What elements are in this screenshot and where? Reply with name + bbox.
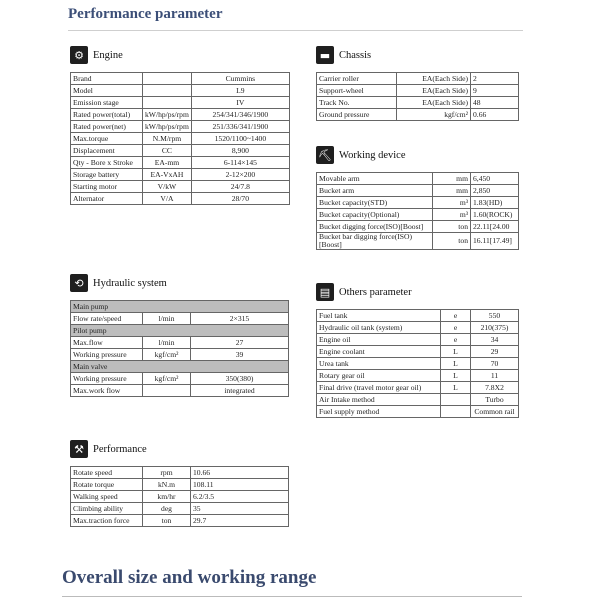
table-row [317,310,519,322]
cell-value: 254/341/346/1900 [191,109,289,121]
cell-value: 10.66 [191,467,289,479]
cell-unit [143,97,192,109]
cell-unit: kW/hp/ps/rpm [143,109,192,121]
table-row [317,85,519,97]
group-label: Main valve [71,361,289,373]
cell-name: Rotate speed [71,467,143,479]
cell-name: Flow rate/speed [71,313,143,325]
table-row [71,467,289,479]
hydraulic-icon: ⟲ [70,274,88,292]
cell-value: 2,850 [471,185,519,197]
cell-unit: EA(Each Side) [397,97,471,109]
cell-value: 6.2/3.5 [191,491,289,503]
cell-value: L9 [191,85,289,97]
cell-name: Max.torque [71,133,143,145]
cell-value: 2×315 [191,313,289,325]
cell-value: Cummins [191,73,289,85]
cell-value: 1.83(HD) [471,197,519,209]
cell-unit: ton [143,515,191,527]
cell-value: 16.11[17.49] [471,233,519,250]
chassis-section [316,44,519,121]
table-row [71,479,289,491]
cell-value: 6,450 [471,173,519,185]
group-row [71,361,289,373]
cell-unit: EA-VxAH [143,169,192,181]
cell-name: Displacement [71,145,143,157]
table-row [317,233,519,250]
working-title: Working device [339,149,406,161]
cell-unit: kW/hp/ps/rpm [143,121,192,133]
hydraulic-section [70,272,289,397]
table-row [317,370,519,382]
cell-unit: deg [143,503,191,515]
cell-unit: ton [433,221,471,233]
cell-name: Storage battery [71,169,143,181]
cell-unit: EA(Each Side) [397,85,471,97]
table-row [317,97,519,109]
performance-section [70,438,289,527]
cell-name: Engine coolant [317,346,441,358]
chassis-title: Chassis [339,49,372,61]
cell-unit [441,406,471,418]
cell-value: Common rail [471,406,519,418]
engine-icon: ⚙ [70,46,88,64]
cell-name: Support-wheel [317,85,397,97]
cell-name: Rotate torque [71,479,143,491]
table-row [71,133,290,145]
cell-name: Fuel tank [317,310,441,322]
table-row [317,382,519,394]
cell-name: Bucket capacity(Optional) [317,209,433,221]
cell-name: Emission stage [71,97,143,109]
table-row [317,173,519,185]
cell-unit: EA-mm [143,157,192,169]
table-row [71,313,289,325]
cell-value: 350(380) [191,373,289,385]
cell-unit [143,85,192,97]
working-section [316,144,519,250]
table-row [71,385,289,397]
cell-name: Model [71,85,143,97]
cell-value: 6-114×145 [191,157,289,169]
cell-unit: L [441,370,471,382]
cell-name: Walking speed [71,491,143,503]
cell-unit: kgf/cm² [397,109,471,121]
bottom-divider [62,596,522,597]
table-row [71,169,290,181]
group-row [71,325,289,337]
cell-value: 27 [191,337,289,349]
table-row [71,97,290,109]
cell-name: Urea tank [317,358,441,370]
engine-section [70,44,290,205]
cell-value: 48 [471,97,519,109]
cell-value: Turbo [471,394,519,406]
performance-title: Performance [93,443,147,455]
cell-value: 550 [471,310,519,322]
cell-name: Fuel supply method [317,406,441,418]
cell-unit: m³ [433,197,471,209]
working-icon: ⛏ [316,146,334,164]
cell-unit: V/kW [143,181,192,193]
performance-table [70,466,289,527]
table-row [71,491,289,503]
cell-unit: mm [433,185,471,197]
cell-name: Starting motor [71,181,143,193]
cell-value: 251/336/341/1900 [191,121,289,133]
cell-value: 24/7.8 [191,181,289,193]
cell-unit: N.M/rpm [143,133,192,145]
cell-name: Max.flow [71,337,143,349]
table-row [71,349,289,361]
cell-unit: L [441,358,471,370]
bottom-title: Overall size and working range [62,567,317,588]
table-row [71,373,289,385]
cell-value: 7.8X2 [471,382,519,394]
cell-value: 2 [471,73,519,85]
table-row [317,394,519,406]
cell-value: 9 [471,85,519,97]
cell-value: 70 [471,358,519,370]
engine-table [70,72,290,205]
cell-name: Bucket capacity(STD) [317,197,433,209]
cell-unit: m³ [433,209,471,221]
table-row [317,334,519,346]
table-row [71,109,290,121]
cell-unit: EA(Each Side) [397,73,471,85]
cell-unit [143,73,192,85]
cell-value: 34 [471,334,519,346]
cell-unit: km/hr [143,491,191,503]
cell-unit: mm [433,173,471,185]
cell-value: 0.66 [471,109,519,121]
cell-unit: e [441,310,471,322]
table-row [71,515,289,527]
cell-unit: CC [143,145,192,157]
cell-name: Working pressure [71,349,143,361]
hydraulic-title: Hydraulic system [93,277,167,289]
cell-unit: ton [433,233,471,250]
table-row [71,121,290,133]
cell-value: 1.60(ROCK) [471,209,519,221]
table-row [71,85,290,97]
table-row [317,322,519,334]
cell-value: 1520/1100~1400 [191,133,289,145]
page-title: Performance parameter [68,6,223,22]
group-row [71,301,289,313]
table-row [317,221,519,233]
cell-value: 29.7 [191,515,289,527]
cell-name: Qty - Bore x Stroke [71,157,143,169]
table-row [317,346,519,358]
table-row [71,193,290,205]
cell-name: Max.work flow [71,385,143,397]
cell-name: Hydraulic oil tank (system) [317,322,441,334]
cell-unit: L [441,382,471,394]
cell-value: integrated [191,385,289,397]
cell-value: 28/70 [191,193,289,205]
cell-value: 210(375) [471,322,519,334]
table-row [317,209,519,221]
performance-icon: ⚒ [70,440,88,458]
table-row [317,185,519,197]
cell-name: Bucket arm [317,185,433,197]
table-row [317,406,519,418]
table-row [71,73,290,85]
table-row [71,157,290,169]
cell-value: 8,900 [191,145,289,157]
others-table [316,309,519,418]
table-row [71,337,289,349]
cell-name: Rated power(total) [71,109,143,121]
cell-name: Climbing ability [71,503,143,515]
chassis-icon: ▬ [316,46,334,64]
cell-value: 2-12×200 [191,169,289,181]
cell-unit: kgf/cm² [143,373,191,385]
table-row [317,197,519,209]
cell-value: 29 [471,346,519,358]
table-row [71,181,290,193]
table-row [317,358,519,370]
working-table [316,172,519,250]
cell-unit: kN.m [143,479,191,491]
table-row [317,109,519,121]
cell-unit: rpm [143,467,191,479]
cell-name: Engine oil [317,334,441,346]
cell-name: Final drive (travel motor gear oil) [317,382,441,394]
cell-name: Track No. [317,97,397,109]
cell-unit: l/min [143,337,191,349]
cell-value: 11 [471,370,519,382]
cell-name: Rotary gear oil [317,370,441,382]
cell-name: Alternator [71,193,143,205]
title-divider [68,30,523,31]
cell-name: Movable arm [317,173,433,185]
cell-name: Air Intake method [317,394,441,406]
cell-name: Carrier roller [317,73,397,85]
others-title: Others parameter [339,286,412,298]
table-row [317,73,519,85]
cell-name: Brand [71,73,143,85]
group-label: Pilot pump [71,325,289,337]
cell-value: 39 [191,349,289,361]
cell-value: IV [191,97,289,109]
cell-name: Bucket digging force(ISO)[Boost] [317,221,433,233]
cell-unit: kgf/cm² [143,349,191,361]
group-label: Main pump [71,301,289,313]
cell-unit [441,394,471,406]
cell-value: 108.11 [191,479,289,491]
cell-name: Rated power(net) [71,121,143,133]
chassis-table [316,72,519,121]
cell-unit: l/min [143,313,191,325]
cell-unit: V/A [143,193,192,205]
table-row [71,145,290,157]
engine-title: Engine [93,49,123,61]
cell-value: 22.11[24.00 [471,221,519,233]
cell-name: Ground pressure [317,109,397,121]
cell-unit: L [441,346,471,358]
cell-unit [143,385,191,397]
others-section [316,281,519,418]
cell-unit: e [441,334,471,346]
cell-name: Bucket bar digging force(ISO)[Boost] [317,233,433,250]
others-icon: ▤ [316,283,334,301]
hydraulic-table [70,300,289,397]
cell-value: 35 [191,503,289,515]
cell-name: Working pressure [71,373,143,385]
table-row [71,503,289,515]
cell-name: Max.traction force [71,515,143,527]
cell-unit: e [441,322,471,334]
